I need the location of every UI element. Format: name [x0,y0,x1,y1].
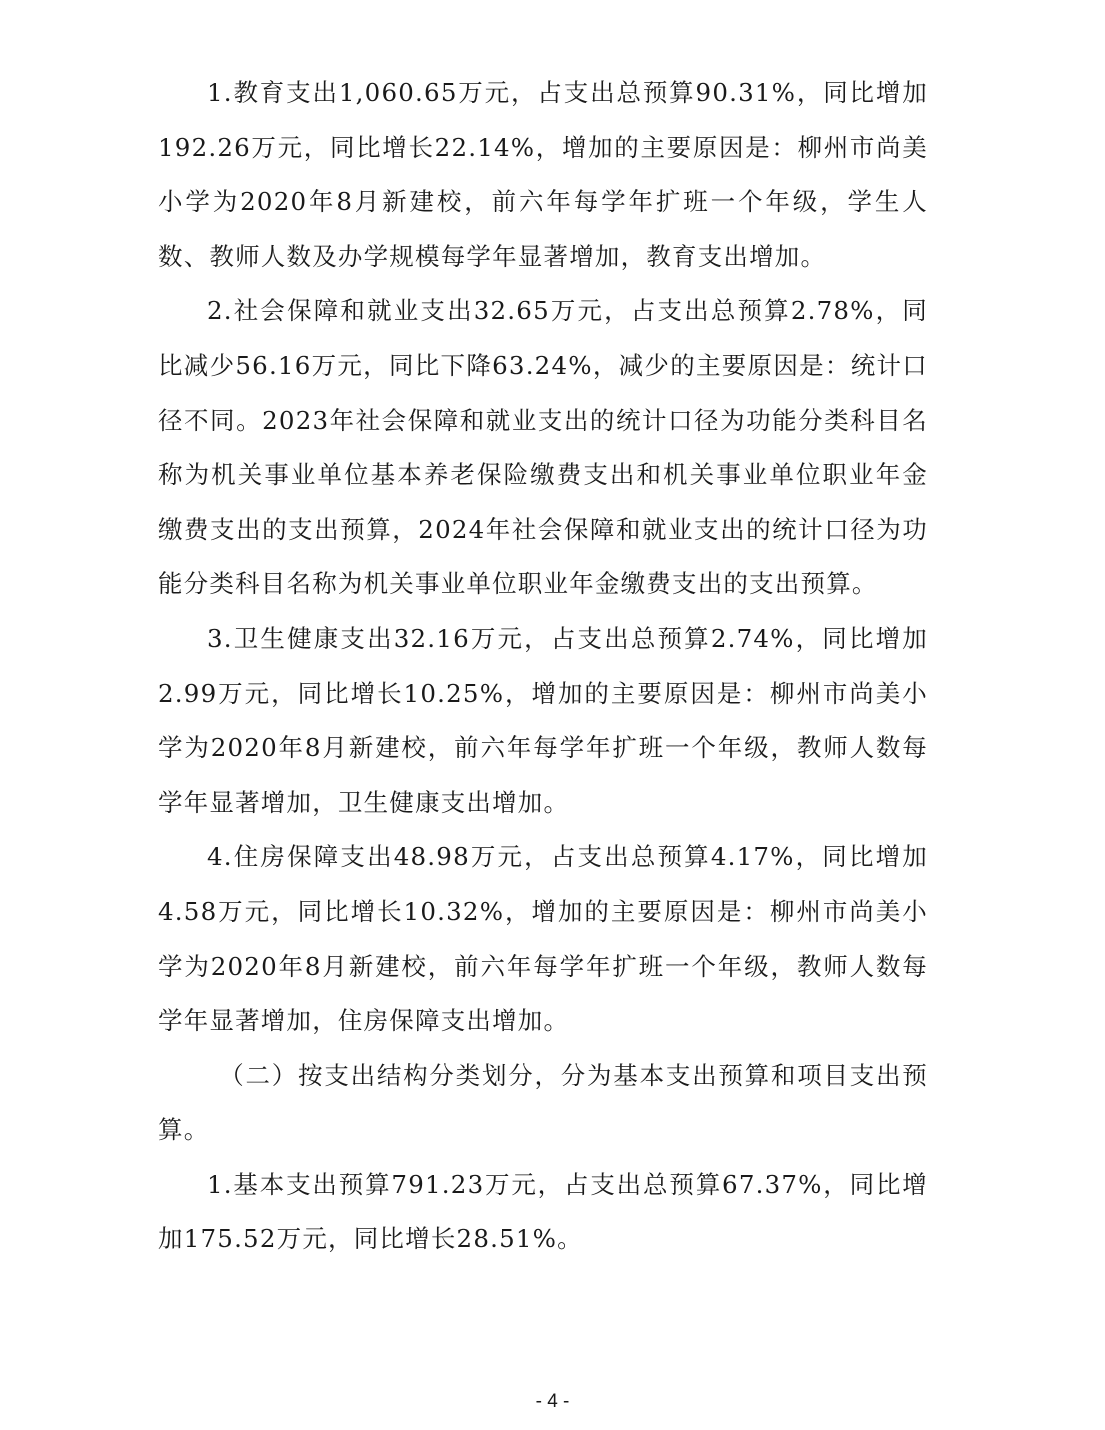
paragraph-education-expenditure: 1.教育支出1,060.65万元，占支出总预算90.31%，同比增加192.26万元，同比增长22.14%，增加的主要原因是：柳州市尚美小学为2020年8月新建校，前六年每学年扩班一个年级，学生人数、教师人数及办学规模每学年显著增加，教育支出增加。 [158,78,928,271]
paragraph-basic-expenditure: 1.基本支出预算791.23万元，占支出总预算67.37%，同比增加175.52万元，同比增长28.51%。 [158,1169,928,1254]
page-number: - 4 - [535,1391,570,1412]
paragraph-social-security-expenditure: 2.社会保障和就业支出32.65万元，占支出总预算2.78%，同比减少56.16万元，同比下降63.24%，减少的主要原因是：统计口径不同。2023年社会保障和就业支出的统计口径为功能分类科目名称为机关事业单位基本养老保险缴费支出和机关事业单位职业年金缴费支出的支出预算，2024年社会保障和就业支出的统计口径为功能分类科目名称为机关事业单位职业年金缴费支出的支出预算。 [158,296,928,599]
paragraph-housing-expenditure: 4.住房保障支出48.98万元，占支出总预算4.17%，同比增加4.58万元，同比增长10.32%，增加的主要原因是：柳州市尚美小学为2020年8月新建校，前六年每学年扩班一个年级，教师人数每学年显著增加，住房保障支出增加。 [158,842,928,1036]
paragraph-health-expenditure: 3.卫生健康支出32.16万元，占支出总预算2.74%，同比增加2.99万元，同比增长10.25%，增加的主要原因是：柳州市尚美小学为2020年8月新建校，前六年每学年扩班一个年级，教师人数每学年显著增加，卫生健康支出增加。 [158,623,928,817]
section-heading-expenditure-structure: （二）按支出结构分类划分，分为基本支出预算和项目支出预算。 [158,1060,928,1145]
document-body [158,66,928,1267]
